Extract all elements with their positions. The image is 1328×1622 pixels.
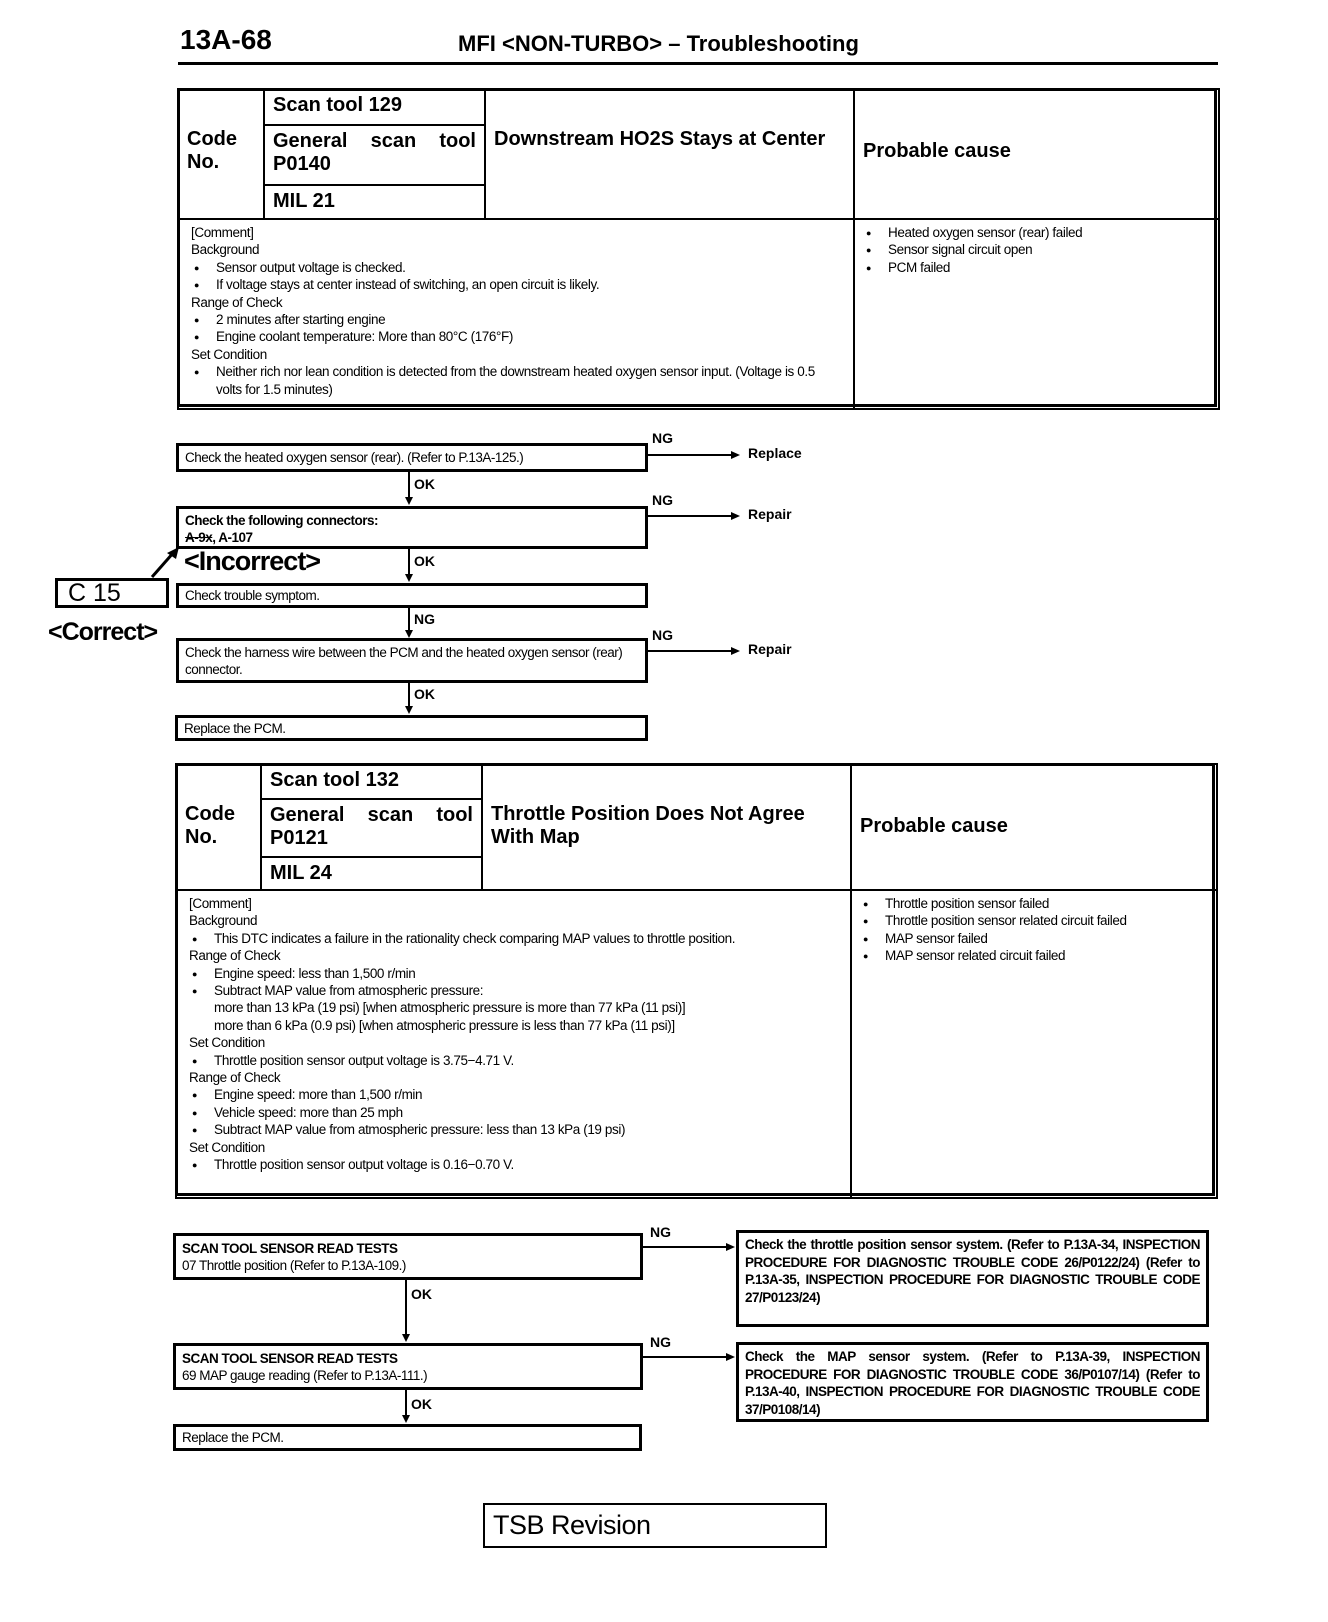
list-item: ● Vehicle speed: more than 25 mph — [189, 1104, 838, 1121]
section-heading: Range of Check — [189, 948, 281, 964]
list-item: ● Throttle position sensor failed — [860, 895, 1208, 912]
section-heading: Set Condition — [191, 346, 267, 362]
flow-step-check-harness: Check the harness wire between the PCM and the heated oxygen sensor (rear) connector. — [176, 638, 648, 683]
list-item: ● Subtract MAP value from atmospheric pressure: less than 13 kPa (19 psi) — [189, 1121, 838, 1138]
ng-label: NG — [650, 1334, 671, 1350]
step-detail: 69 MAP gauge reading (Refer to P.13A-111.) — [182, 1368, 428, 1383]
section-heading: Set Condition — [189, 1139, 265, 1155]
scan-tool-code: Scan tool 132 — [260, 763, 483, 800]
code-no-label: Code No. — [175, 763, 262, 891]
probable-cause-list — [850, 889, 1218, 1199]
list-item: ● Throttle position sensor output voltage is 0.16−0.70 V. — [189, 1156, 838, 1173]
list-item: ● Heated oxygen sensor (rear) failed — [863, 224, 1210, 241]
list-item: ● MAP sensor failed — [860, 930, 1208, 947]
list-item: ● Subtract MAP value from atmospheric pressure: — [189, 982, 838, 999]
result-check-map-system: Check the MAP sensor system. (Refer to P.13A-39, INSPECTION PROCEDURE FOR DIAGNOSTIC TROUBLE CODE 36/P0107/14) (Refer to P.13A-40, INSPECTION PROCEDURE FOR DIAGNOSTIC TROUBLE CODE 37/P0108/14) — [736, 1342, 1209, 1422]
dtc-table-2 — [175, 763, 1215, 1196]
page-number: 13A-68 — [180, 24, 272, 55]
ng-connector — [643, 1356, 727, 1358]
ng-label: NG — [650, 1224, 671, 1240]
scan-tool-code: Scan tool 129 — [263, 88, 486, 126]
page-title: MFI <NON-TURBO> – Troubleshooting — [458, 31, 859, 56]
result-check-tps-system: Check the throttle position sensor system. (Refer to P.13A-34, INSPECTION PROCEDURE FOR DIAGNOSTIC TROUBLE CODE 26/P0122/24) (Refer to P.13A-35, INSPECTION PROCEDURE FOR DIAGNOSTIC TROUBLE CODE 27/P0123/24) — [736, 1230, 1209, 1327]
result-repair: Repair — [748, 641, 792, 657]
list-item: ● Engine speed: less than 1,500 r/min — [189, 965, 838, 982]
section-heading: Background — [189, 913, 258, 929]
list-item: ● This DTC indicates a failure in the rationality check comparing MAP values to throttle position. — [189, 930, 838, 947]
step-title: SCAN TOOL SENSOR READ TESTS — [182, 1351, 398, 1366]
result-replace: Replace — [748, 445, 802, 461]
incorrect-annotation: <Incorrect> — [184, 546, 321, 576]
general-scan-tool-code: General scan tool P0140 — [263, 124, 486, 186]
flow-step-map-gauge-test — [173, 1343, 643, 1390]
ok-label: OK — [411, 1286, 432, 1302]
section-heading: [Comment] — [189, 896, 252, 911]
flow-step-check-connectors — [176, 506, 648, 549]
arrow-right-icon — [726, 1243, 735, 1251]
arrow-right-icon — [731, 451, 740, 459]
section-heading: Background — [191, 242, 260, 258]
correct-annotation: <Correct> — [48, 618, 158, 646]
comment-section — [177, 218, 855, 410]
list-item: ● MAP sensor related circuit failed — [860, 947, 1208, 964]
ng-connector — [643, 1246, 727, 1248]
connector-list — [185, 529, 639, 546]
tsb-revision-box: TSB Revision — [483, 1503, 827, 1548]
probable-cause-list — [853, 218, 1220, 410]
probable-cause-header: Probable cause — [853, 88, 1220, 220]
section-heading: Range of Check — [189, 1070, 281, 1086]
correction-arrow-icon — [148, 546, 182, 578]
general-scan-tool-code: General scan tool P0121 — [260, 798, 483, 858]
flow-step-replace-pcm: Replace the PCM. — [173, 1424, 642, 1451]
list-item: ● Engine speed: more than 1,500 r/min — [189, 1086, 838, 1103]
section-heading: [Comment] — [191, 225, 254, 240]
arrow-right-icon — [731, 512, 740, 520]
flow-step-check-symptom: Check trouble symptom. — [176, 583, 648, 608]
flow-connector — [408, 549, 410, 575]
flow-step-replace-pcm: Replace the PCM. — [175, 715, 648, 741]
ng-connector — [647, 454, 732, 456]
list-item: ● Sensor signal circuit open — [863, 241, 1210, 258]
arrow-right-icon — [731, 647, 740, 655]
ok-label: OK — [414, 686, 435, 702]
arrow-down-icon — [402, 1334, 410, 1342]
dtc-title: Downstream HO2S Stays at Center — [484, 88, 855, 220]
correction-box: C 15 — [55, 578, 169, 608]
arrow-down-icon — [405, 706, 413, 714]
list-item: ● PCM failed — [863, 259, 1210, 276]
arrow-down-icon — [405, 630, 413, 638]
section-heading: Set Condition — [189, 1035, 265, 1051]
code-no-label: Code No. — [177, 88, 265, 220]
list-item: ● If voltage stays at center instead of switching, an open circuit is likely. — [191, 276, 841, 293]
arrow-right-icon — [726, 1353, 735, 1361]
flow-step-check-sensor: Check the heated oxygen sensor (rear). (Refer to P.13A-125.) — [176, 443, 648, 472]
connector-a107: , A-107 — [212, 530, 253, 545]
struck-connector: A-9x — [185, 530, 213, 545]
step-title: Check the following connectors: — [185, 513, 379, 528]
ng-label: NG — [652, 627, 673, 643]
ok-label: OK — [411, 1396, 432, 1412]
probable-cause-header: Probable cause — [850, 763, 1218, 891]
result-repair: Repair — [748, 506, 792, 522]
list-item: ● Neither rich nor lean condition is detected from the downstream heated oxygen sensor input. (Voltage is 0.5 volts for 1.5 minutes) — [191, 363, 841, 398]
header-rule — [178, 62, 1218, 65]
flow-connector — [408, 683, 410, 707]
flow-connector — [405, 1390, 407, 1417]
ok-label: OK — [414, 553, 435, 569]
arrow-down-icon — [405, 497, 413, 505]
step-detail: 07 Throttle position (Refer to P.13A-109.) — [182, 1258, 406, 1273]
mil-code: MIL 24 — [260, 856, 483, 891]
arrow-down-icon — [402, 1415, 410, 1423]
dtc-title: Throttle Position Does Not Agree With Map — [481, 763, 852, 891]
list-item: ● Sensor output voltage is checked. — [191, 259, 841, 276]
ng-label: NG — [652, 492, 673, 508]
list-item: ● 2 minutes after starting engine — [191, 311, 841, 328]
list-item: ● Throttle position sensor related circuit failed — [860, 912, 1208, 929]
section-heading: Range of Check — [191, 294, 283, 310]
list-item: ● Engine coolant temperature: More than 80°C (176°F) — [191, 328, 841, 345]
ng-label: NG — [652, 430, 673, 446]
list-item: more than 13 kPa (19 psi) [when atmospheric pressure is more than 77 kPa (11 psi)] — [214, 1000, 686, 1016]
mil-code: MIL 21 — [263, 184, 486, 220]
list-item: more than 6 kPa (0.9 psi) [when atmospheric pressure is less than 77 kPa (11 psi)] — [214, 1017, 675, 1033]
flow-connector — [408, 608, 410, 631]
ng-connector — [647, 650, 732, 652]
ng-label: NG — [414, 611, 435, 627]
flow-step-throttle-position-test — [173, 1233, 643, 1280]
step-title: SCAN TOOL SENSOR READ TESTS — [182, 1241, 398, 1256]
arrow-down-icon — [405, 574, 413, 582]
ok-label: OK — [414, 476, 435, 492]
ng-connector — [647, 515, 732, 517]
comment-section — [175, 889, 852, 1199]
flow-connector — [405, 1280, 407, 1335]
list-item: ● Throttle position sensor output voltage is 3.75−4.71 V. — [189, 1052, 838, 1069]
flow-connector — [408, 472, 410, 498]
dtc-table-1 — [177, 88, 1217, 407]
